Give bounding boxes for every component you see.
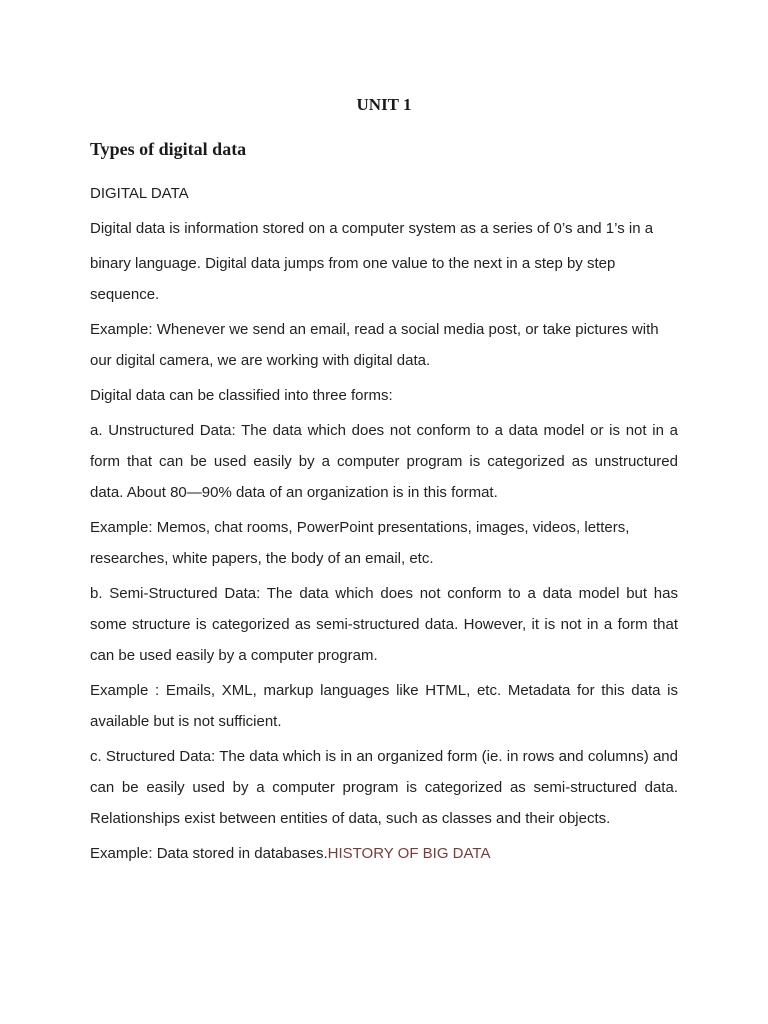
paragraph-example-unstructured: Example: Memos, chat rooms, PowerPoint presentations, images, videos, letters, researches, white papers, the body of an email, etc. xyxy=(90,519,630,567)
document-body xyxy=(90,178,678,873)
paragraph-semi-structured: b. Semi-Structured Data: The data which does not conform to a data model but has some structure is categorized as semi-structured data. However, it is not in a form that can be used easily by a computer program. xyxy=(90,585,678,664)
subheading-digital-data: DIGITAL DATA xyxy=(90,185,189,202)
paragraph-definition-1: Digital data is information stored on a computer system as a series of 0’s and 1’s in a xyxy=(90,220,654,237)
paragraph-example-semi-structured: Example : Emails, XML, markup languages like HTML, etc. Metadata for this data is available but is not sufficient. xyxy=(90,682,678,730)
paragraph-unstructured: a. Unstructured Data: The data which does not conform to a data model or is not in a form that can be used easily by a computer program is categorized as unstructured data. About 80—90% data of an organization is in this format. xyxy=(90,422,678,501)
section-heading: Types of digital data xyxy=(90,139,247,159)
history-of-big-data-link[interactable]: HISTORY OF BIG DATA xyxy=(327,845,491,862)
example-structured-text: Example: Data stored in databases. xyxy=(90,845,328,862)
paragraph-definition-2: binary language. Digital data jumps from one value to the next in a step by step sequence. xyxy=(90,255,616,303)
paragraph-structured: c. Structured Data: The data which is in an organized form (ie. in rows and columns) and can be easily used by a computer program is categorized as semi-structured data. Relationships exist between entities of data, such as classes and their objects. xyxy=(90,748,678,827)
unit-title: UNIT 1 xyxy=(356,95,412,114)
paragraph-example-general: Example: Whenever we send an email, read a social media post, or take pictures with our digital camera, we are working with digital data. xyxy=(90,321,659,369)
paragraph-classification: Digital data can be classified into three forms: xyxy=(90,387,393,404)
paragraph-example-structured xyxy=(90,838,678,869)
